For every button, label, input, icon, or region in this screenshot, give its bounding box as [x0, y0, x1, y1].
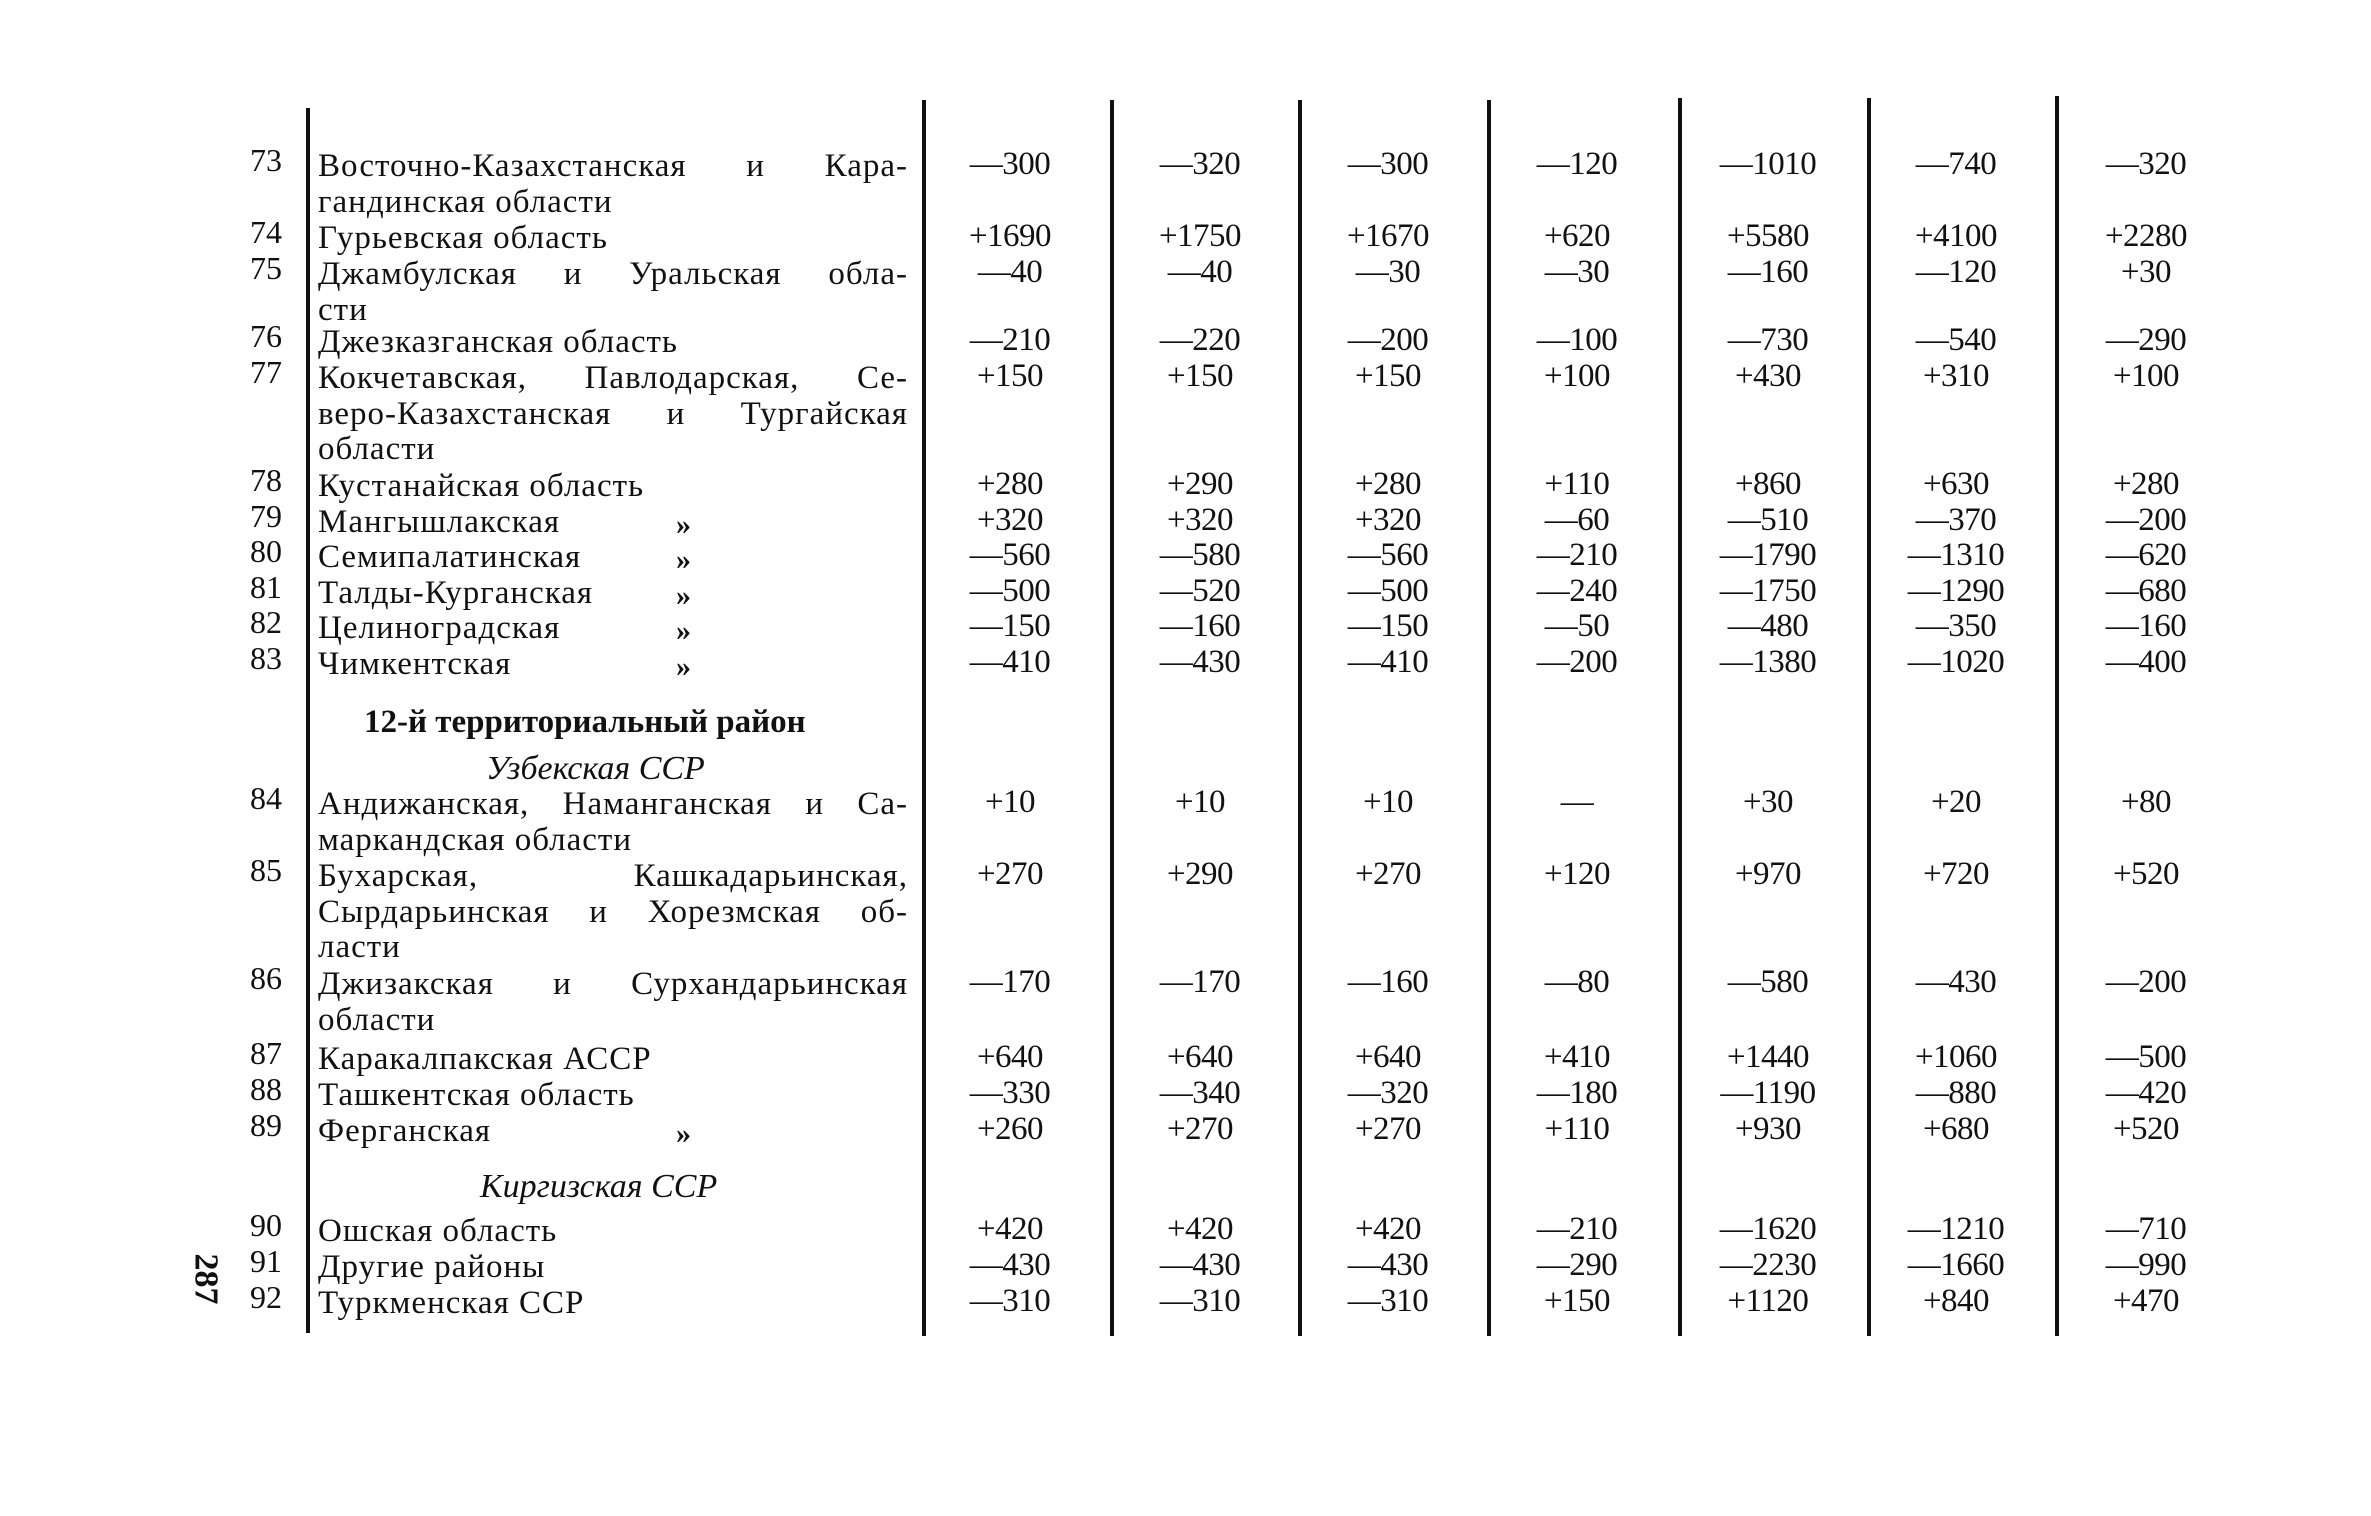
region-name-line: Ошская область — [318, 1213, 558, 1249]
value-cell: —340 — [1159, 1075, 1241, 1111]
value-cell: +620 — [1543, 218, 1611, 254]
page-number: 287 — [187, 1253, 225, 1305]
value-cell: —210 — [1536, 1211, 1618, 1247]
value-cell: —220 — [1159, 322, 1241, 358]
value-cell: —300 — [969, 146, 1051, 182]
value-cell: +110 — [1544, 466, 1610, 502]
value-cell: +20 — [1930, 784, 1982, 820]
value-cell: — — [1560, 784, 1594, 820]
ditto-mark: » — [676, 1117, 691, 1150]
value-cell: +150 — [1166, 358, 1234, 394]
value-cell: +840 — [1922, 1283, 1990, 1319]
value-cell: +1440 — [1726, 1039, 1810, 1075]
value-cell: —160 — [2105, 608, 2187, 644]
value-cell: +640 — [976, 1039, 1044, 1075]
region-name-line: Талды-Курганская — [318, 575, 594, 611]
value-cell: +100 — [1543, 358, 1611, 394]
row-number: 90 — [250, 1207, 282, 1243]
row-number: 80 — [250, 533, 282, 569]
value-cell: —1380 — [1719, 644, 1817, 680]
value-cell: +290 — [1166, 466, 1234, 502]
value-cell: +630 — [1922, 466, 1990, 502]
value-cell: —150 — [1347, 608, 1429, 644]
value-cell: —710 — [2105, 1211, 2187, 1247]
region-name-line: Кокчетавская, Павлодарская, Се- — [318, 362, 908, 396]
value-cell: +1120 — [1727, 1283, 1809, 1319]
row-number: 91 — [250, 1243, 282, 1279]
value-cell: +520 — [2112, 1111, 2180, 1147]
value-cell: +270 — [1166, 1111, 1234, 1147]
value-cell: —560 — [969, 537, 1051, 573]
column-rule — [1487, 100, 1491, 1336]
value-cell: —120 — [1536, 146, 1618, 182]
value-cell: —210 — [969, 322, 1051, 358]
value-cell: +320 — [976, 502, 1044, 538]
row-number: 75 — [250, 250, 282, 286]
value-cell: —500 — [969, 573, 1051, 609]
value-cell: —170 — [969, 964, 1051, 1000]
region-name-line: Джизакская и Сурхандарьинская — [318, 968, 908, 1002]
value-cell: +5580 — [1726, 218, 1810, 254]
value-cell: —100 — [1536, 322, 1618, 358]
value-cell: +410 — [1543, 1039, 1611, 1075]
row-number: 73 — [250, 142, 282, 178]
value-cell: +150 — [1543, 1283, 1611, 1319]
value-cell: —160 — [1159, 608, 1241, 644]
row-number: 89 — [250, 1107, 282, 1143]
value-cell: +420 — [1354, 1211, 1422, 1247]
value-cell: —430 — [1159, 1247, 1241, 1283]
value-cell: —290 — [1536, 1247, 1618, 1283]
row-number: 74 — [250, 214, 282, 250]
value-cell: +290 — [1166, 856, 1234, 892]
column-rule — [1298, 100, 1302, 1336]
value-cell: —880 — [1915, 1075, 1997, 1111]
region-name-line: области — [318, 431, 436, 467]
region-name-line: веро-Казахстанская и Тургайская — [318, 397, 908, 432]
value-cell: —200 — [1536, 644, 1618, 680]
value-cell: —430 — [1347, 1247, 1429, 1283]
value-cell: —510 — [1727, 502, 1809, 538]
value-cell: —200 — [2105, 964, 2187, 1000]
value-cell: —160 — [1727, 254, 1809, 290]
row-number: 78 — [250, 462, 282, 498]
row-number: 81 — [250, 569, 282, 605]
value-cell: +970 — [1734, 856, 1802, 892]
value-cell: +320 — [1166, 502, 1234, 538]
value-cell: —480 — [1727, 608, 1809, 644]
value-cell: +280 — [1354, 466, 1422, 502]
region-name-line: Ферганская — [318, 1113, 492, 1149]
value-cell: +120 — [1543, 856, 1611, 892]
value-cell: +320 — [1354, 502, 1422, 538]
row-number: 87 — [250, 1035, 282, 1071]
value-cell: —310 — [1347, 1283, 1429, 1319]
value-cell: —200 — [2105, 502, 2187, 538]
value-cell: —40 — [977, 254, 1043, 290]
value-cell: +720 — [1922, 856, 1990, 892]
value-cell: —1750 — [1719, 573, 1817, 609]
region-name-line: области — [318, 1001, 436, 1038]
section-subheading: Узбекская ССР — [486, 750, 705, 787]
value-cell: —1660 — [1907, 1247, 2005, 1283]
value-cell: —170 — [1159, 964, 1241, 1000]
region-name-line: Мангышлакская — [318, 504, 561, 540]
region-name-line: Кустанайская область — [318, 468, 645, 504]
value-cell: —540 — [1915, 322, 1997, 358]
value-cell: —560 — [1347, 537, 1429, 573]
value-cell: —1310 — [1907, 537, 2005, 573]
value-cell: —30 — [1355, 254, 1421, 290]
value-cell: —210 — [1536, 537, 1618, 573]
value-cell: —150 — [969, 608, 1051, 644]
region-name-line: Джезказганская область — [318, 324, 678, 360]
section-subheading: Киргизская ССР — [480, 1168, 718, 1205]
region-name-line: Семипалатинская — [318, 539, 582, 575]
value-cell: —350 — [1915, 608, 1997, 644]
region-name-line: Джамбулская и Уральская обла- — [318, 258, 908, 292]
value-cell: —120 — [1915, 254, 1997, 290]
value-cell: +280 — [976, 466, 1044, 502]
value-cell: —430 — [1915, 964, 1997, 1000]
column-rule — [306, 108, 310, 1333]
value-cell: —430 — [969, 1247, 1051, 1283]
value-cell: +430 — [1734, 358, 1802, 394]
value-cell: +4100 — [1914, 218, 1998, 254]
region-name-line: Туркменская ССР — [318, 1285, 585, 1321]
ditto-mark: » — [676, 650, 691, 683]
value-cell: —80 — [1544, 964, 1610, 1000]
value-cell: +110 — [1544, 1111, 1610, 1147]
value-cell: +80 — [2120, 784, 2172, 820]
value-cell: —1290 — [1907, 573, 2005, 609]
value-cell: —320 — [2105, 146, 2187, 182]
row-number: 82 — [250, 604, 282, 640]
row-number: 76 — [250, 318, 282, 354]
value-cell: —430 — [1159, 644, 1241, 680]
row-number: 92 — [250, 1279, 282, 1315]
value-cell: +930 — [1734, 1111, 1802, 1147]
ditto-mark: » — [676, 614, 691, 647]
value-cell: +10 — [1362, 784, 1414, 820]
value-cell: —320 — [1347, 1075, 1429, 1111]
region-name-line: Гурьевская область — [318, 220, 608, 256]
value-cell: +280 — [2112, 466, 2180, 502]
region-name-line: Чимкентская — [318, 646, 512, 682]
value-cell: —500 — [1347, 573, 1429, 609]
value-cell: —410 — [969, 644, 1051, 680]
value-cell: +1060 — [1914, 1039, 1998, 1075]
value-cell: +680 — [1922, 1111, 1990, 1147]
region-name-line: Андижанская, Наманганская и Са- — [318, 788, 908, 822]
row-number: 86 — [250, 960, 282, 996]
value-cell: +100 — [2112, 358, 2180, 394]
value-cell: —500 — [2105, 1039, 2187, 1075]
value-cell: +270 — [976, 856, 1044, 892]
value-cell: +30 — [1742, 784, 1794, 820]
value-cell: —730 — [1727, 322, 1809, 358]
value-cell: —40 — [1167, 254, 1233, 290]
value-cell: +1750 — [1158, 218, 1242, 254]
value-cell: +640 — [1166, 1039, 1234, 1075]
value-cell: +2280 — [2104, 218, 2188, 254]
value-cell: —400 — [2105, 644, 2187, 680]
value-cell: +10 — [984, 784, 1036, 820]
value-cell: —1190 — [1720, 1075, 1816, 1111]
region-name-line: Восточно-Казахстанская и Кара- — [318, 150, 908, 184]
value-cell: —1210 — [1907, 1211, 2005, 1247]
value-cell: +30 — [2120, 254, 2172, 290]
value-cell: +1670 — [1346, 218, 1430, 254]
row-number: 79 — [250, 498, 282, 534]
value-cell: +270 — [1354, 856, 1422, 892]
value-cell: +270 — [1354, 1111, 1422, 1147]
section-heading: 12-й территориальный район — [364, 704, 806, 740]
value-cell: —1010 — [1719, 146, 1817, 182]
value-cell: —580 — [1727, 964, 1809, 1000]
region-name-line: Сырдарьинская и Хорезмская об- — [318, 895, 908, 930]
value-cell: —160 — [1347, 964, 1429, 1000]
value-cell: —370 — [1915, 502, 1997, 538]
value-cell: +150 — [1354, 358, 1422, 394]
value-cell: —1790 — [1719, 537, 1817, 573]
region-name-line: гандинская области — [318, 183, 613, 220]
value-cell: —50 — [1544, 608, 1610, 644]
value-cell: —330 — [969, 1075, 1051, 1111]
value-cell: —680 — [2105, 573, 2187, 609]
row-number: 83 — [250, 640, 282, 676]
value-cell: +310 — [1922, 358, 1990, 394]
region-name-line: Другие районы — [318, 1249, 546, 1285]
value-cell: —420 — [2105, 1075, 2187, 1111]
region-name-line: Целиноградская — [318, 610, 561, 646]
region-name-line: ласти — [318, 929, 401, 965]
region-name-line: Ташкентская область — [318, 1077, 635, 1113]
value-cell: +10 — [1174, 784, 1226, 820]
value-cell: —2230 — [1719, 1247, 1817, 1283]
value-cell: +150 — [976, 358, 1044, 394]
value-cell: —520 — [1159, 573, 1241, 609]
row-number: 77 — [250, 354, 282, 390]
value-cell: —60 — [1544, 502, 1610, 538]
column-rule — [1110, 100, 1114, 1336]
row-number: 84 — [250, 780, 282, 816]
region-name-line: маркандская области — [318, 821, 633, 858]
ditto-mark: » — [676, 579, 691, 612]
region-name-line: Бухарская, Кашкадарьинская, — [318, 860, 908, 894]
region-name-line: сти — [318, 291, 368, 328]
row-number: 85 — [250, 852, 282, 888]
region-name-line: Каракалпакская АССР — [318, 1041, 652, 1077]
ditto-mark: » — [676, 543, 691, 576]
column-rule — [1678, 98, 1682, 1336]
value-cell: —310 — [969, 1283, 1051, 1319]
value-cell: +1690 — [968, 218, 1052, 254]
value-cell: +640 — [1354, 1039, 1422, 1075]
value-cell: —200 — [1347, 322, 1429, 358]
value-cell: —310 — [1159, 1283, 1241, 1319]
value-cell: —580 — [1159, 537, 1241, 573]
row-number: 88 — [250, 1071, 282, 1107]
value-cell: —300 — [1347, 146, 1429, 182]
value-cell: —740 — [1915, 146, 1997, 182]
value-cell: +420 — [1166, 1211, 1234, 1247]
column-rule — [2055, 96, 2059, 1336]
value-cell: —620 — [2105, 537, 2187, 573]
value-cell: +470 — [2112, 1283, 2180, 1319]
value-cell: —320 — [1159, 146, 1241, 182]
value-cell: —180 — [1536, 1075, 1618, 1111]
value-cell: —240 — [1536, 573, 1618, 609]
value-cell: —30 — [1544, 254, 1610, 290]
value-cell: —1020 — [1907, 644, 2005, 680]
value-cell: —410 — [1347, 644, 1429, 680]
value-cell: +420 — [976, 1211, 1044, 1247]
value-cell: —1620 — [1719, 1211, 1817, 1247]
value-cell: —290 — [2105, 322, 2187, 358]
value-cell: +260 — [976, 1111, 1044, 1147]
ditto-mark: » — [676, 508, 691, 541]
value-cell: +520 — [2112, 856, 2180, 892]
value-cell: —990 — [2105, 1247, 2187, 1283]
value-cell: +860 — [1734, 466, 1802, 502]
